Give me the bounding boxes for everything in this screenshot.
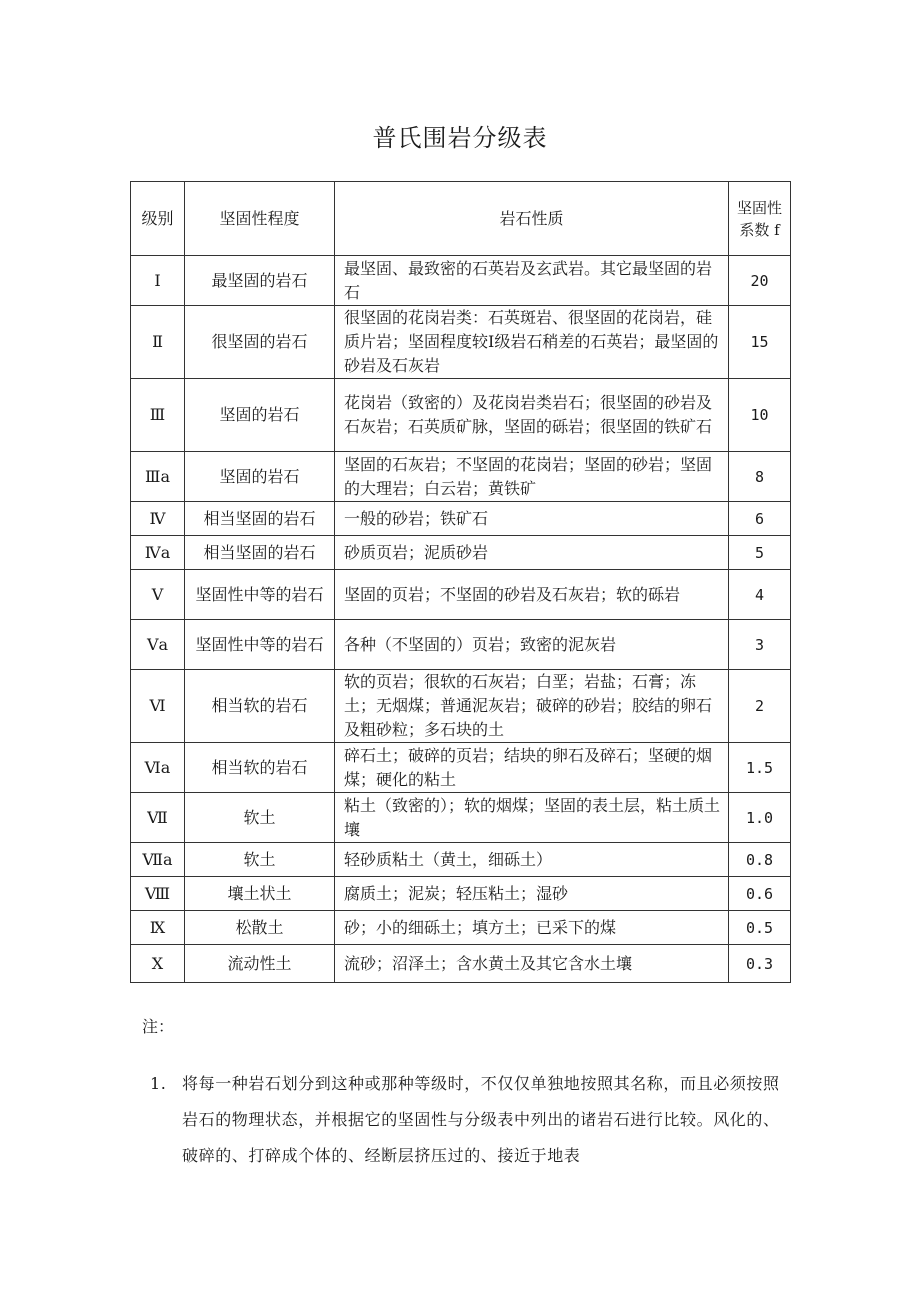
note-item-1 (150, 1066, 790, 1174)
grade-cell: Ⅴ (131, 570, 185, 620)
table-row (131, 911, 791, 945)
properties-cell: 轻砂质粘土（黄土，细砾土） (335, 843, 729, 877)
coefficient-cell: 6 (729, 502, 791, 536)
hardness-cell: 相当软的岩石 (185, 743, 335, 793)
table-row (131, 945, 791, 983)
properties-cell: 很坚固的花岗岩类：石英斑岩、很坚固的花岗岩，硅质片岩；坚固程度较Ⅰ级岩石稍差的石英岩；最坚固的砂岩及石灰岩 (335, 306, 729, 379)
grade-cell: Ⅵa (131, 743, 185, 793)
coefficient-cell: 1.0 (729, 793, 791, 843)
properties-cell: 砂；小的细砾土；填方土；已采下的煤 (335, 911, 729, 945)
hardness-cell: 相当坚固的岩石 (185, 502, 335, 536)
note-number: 1. (150, 1074, 167, 1093)
grade-cell: Ⅹ (131, 945, 185, 983)
grade-cell: Ⅶ (131, 793, 185, 843)
coefficient-cell: 1.5 (729, 743, 791, 793)
coefficient-cell: 8 (729, 452, 791, 502)
table-row (131, 452, 791, 502)
table-row (131, 620, 791, 670)
header-hardness: 坚固性程度 (185, 182, 335, 256)
coefficient-cell: 10 (729, 379, 791, 452)
properties-cell: 一般的砂岩；铁矿石 (335, 502, 729, 536)
hardness-cell: 很坚固的岩石 (185, 306, 335, 379)
rock-classification-table (130, 181, 791, 983)
header-properties: 岩石性质 (335, 182, 729, 256)
table-header-row (131, 182, 791, 256)
hardness-cell: 软土 (185, 843, 335, 877)
properties-cell: 坚固的石灰岩；不坚固的花岗岩；坚固的砂岩；坚固的大理岩；白云岩；黄铁矿 (335, 452, 729, 502)
properties-cell: 最坚固、最致密的石英岩及玄武岩。其它最坚固的岩石 (335, 256, 729, 306)
properties-cell: 粘土（致密的）；软的烟煤；坚固的表土层，粘土质土壤 (335, 793, 729, 843)
grade-cell: Ⅷ (131, 877, 185, 911)
properties-cell: 流砂；沼泽土；含水黄土及其它含水土壤 (335, 945, 729, 983)
grade-cell: Ⅱ (131, 306, 185, 379)
properties-cell: 软的页岩；很软的石灰岩；白垩；岩盐；石膏；冻土；无烟煤；普通泥灰岩；破碎的砂岩；胶结的卵石及粗砂粒；多石块的土 (335, 670, 729, 743)
table-row (131, 743, 791, 793)
hardness-cell: 软土 (185, 793, 335, 843)
grade-cell: Ⅶa (131, 843, 185, 877)
coefficient-cell: 2 (729, 670, 791, 743)
properties-cell: 坚固的页岩；不坚固的砂岩及石灰岩；软的砾岩 (335, 570, 729, 620)
header-coefficient: 坚固性系数 f (729, 182, 791, 256)
page-title: 普氏围岩分级表 (372, 124, 548, 152)
properties-cell: 各种（不坚固的）页岩；致密的泥灰岩 (335, 620, 729, 670)
properties-cell: 花岗岩（致密的）及花岗岩类岩石；很坚固的砂岩及石灰岩；石英质矿脉，坚固的砾岩；很坚固的铁矿石 (335, 379, 729, 452)
table-body (131, 256, 791, 983)
hardness-cell: 松散土 (185, 911, 335, 945)
hardness-cell: 最坚固的岩石 (185, 256, 335, 306)
coefficient-cell: 0.6 (729, 877, 791, 911)
hardness-cell: 坚固性中等的岩石 (185, 570, 335, 620)
hardness-cell: 坚固性中等的岩石 (185, 620, 335, 670)
grade-cell: Ⅴa (131, 620, 185, 670)
hardness-cell: 相当软的岩石 (185, 670, 335, 743)
coefficient-cell: 0.8 (729, 843, 791, 877)
properties-cell: 砂质页岩；泥质砂岩 (335, 536, 729, 570)
grade-cell: Ⅳ (131, 502, 185, 536)
coefficient-cell: 3 (729, 620, 791, 670)
coefficient-cell: 5 (729, 536, 791, 570)
properties-cell: 腐质土；泥炭；轻压粘土；湿砂 (335, 877, 729, 911)
table-row (131, 502, 791, 536)
grade-cell: Ⅲa (131, 452, 185, 502)
header-grade: 级别 (131, 182, 185, 256)
grade-cell: Ⅰ (131, 256, 185, 306)
table-row (131, 256, 791, 306)
grade-cell: Ⅵ (131, 670, 185, 743)
coefficient-cell: 0.3 (729, 945, 791, 983)
coefficient-cell: 15 (729, 306, 791, 379)
hardness-cell: 相当坚固的岩石 (185, 536, 335, 570)
properties-cell: 碎石土；破碎的页岩；结块的卵石及碎石；坚硬的烟煤；硬化的粘土 (335, 743, 729, 793)
table-row (131, 379, 791, 452)
table-row (131, 877, 791, 911)
table-row (131, 570, 791, 620)
notes-label: 注： (142, 1017, 175, 1036)
coefficient-cell: 20 (729, 256, 791, 306)
hardness-cell: 坚固的岩石 (185, 452, 335, 502)
grade-cell: Ⅸ (131, 911, 185, 945)
grade-cell: Ⅳa (131, 536, 185, 570)
coefficient-cell: 4 (729, 570, 791, 620)
table-row (131, 536, 791, 570)
grade-cell: Ⅲ (131, 379, 185, 452)
table-row (131, 306, 791, 379)
table-row (131, 670, 791, 743)
hardness-cell: 坚固的岩石 (185, 379, 335, 452)
note-text: 将每一种岩石划分到这种或那种等级时，不仅仅单独地按照其名称，而且必须按照岩石的物理状态，并根据它的坚固性与分级表中列出的诸岩石进行比较。风化的、破碎的、打碎成个体的、经断层挤压过的、接近于地表 (182, 1074, 780, 1165)
table-row (131, 793, 791, 843)
coefficient-cell: 0.5 (729, 911, 791, 945)
hardness-cell: 壤土状土 (185, 877, 335, 911)
hardness-cell: 流动性土 (185, 945, 335, 983)
table-row (131, 843, 791, 877)
